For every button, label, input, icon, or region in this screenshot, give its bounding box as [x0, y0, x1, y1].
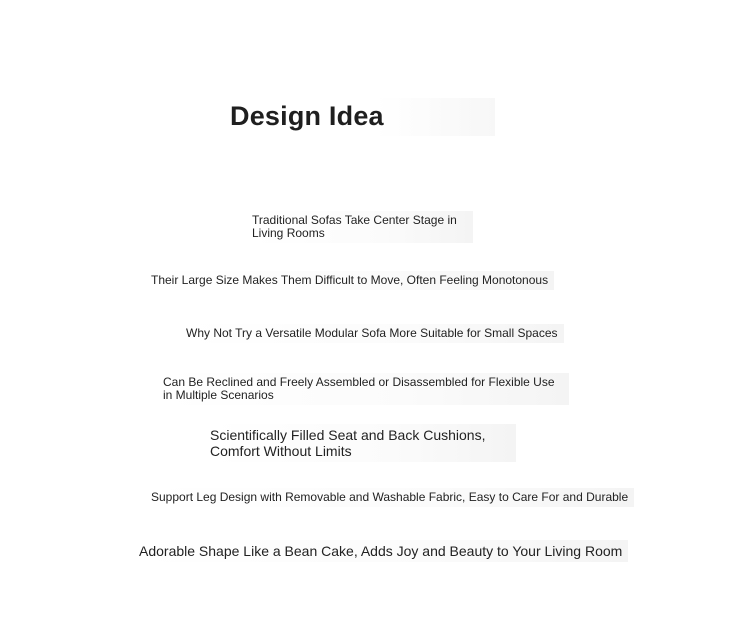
- feature-line-4: Can Be Reclined and Freely Assembled or Disassembled for Flexible Use in Multiple Scenarios: [163, 373, 569, 405]
- feature-line-7: Adorable Shape Like a Bean Cake, Adds Joy and Beauty to Your Living Room: [139, 540, 628, 562]
- feature-line-2: Their Large Size Makes Them Difficult to Move, Often Feeling Monotonous: [151, 271, 554, 290]
- feature-line-1: Traditional Sofas Take Center Stage in Living Rooms: [252, 211, 473, 243]
- feature-line-5: Scientifically Filled Seat and Back Cushions, Comfort Without Limits: [210, 424, 516, 462]
- feature-line-3: Why Not Try a Versatile Modular Sofa More Suitable for Small Spaces: [186, 324, 564, 343]
- feature-line-6: Support Leg Design with Removable and Washable Fabric, Easy to Care For and Durable: [151, 488, 634, 507]
- page-title: Design Idea: [230, 98, 495, 136]
